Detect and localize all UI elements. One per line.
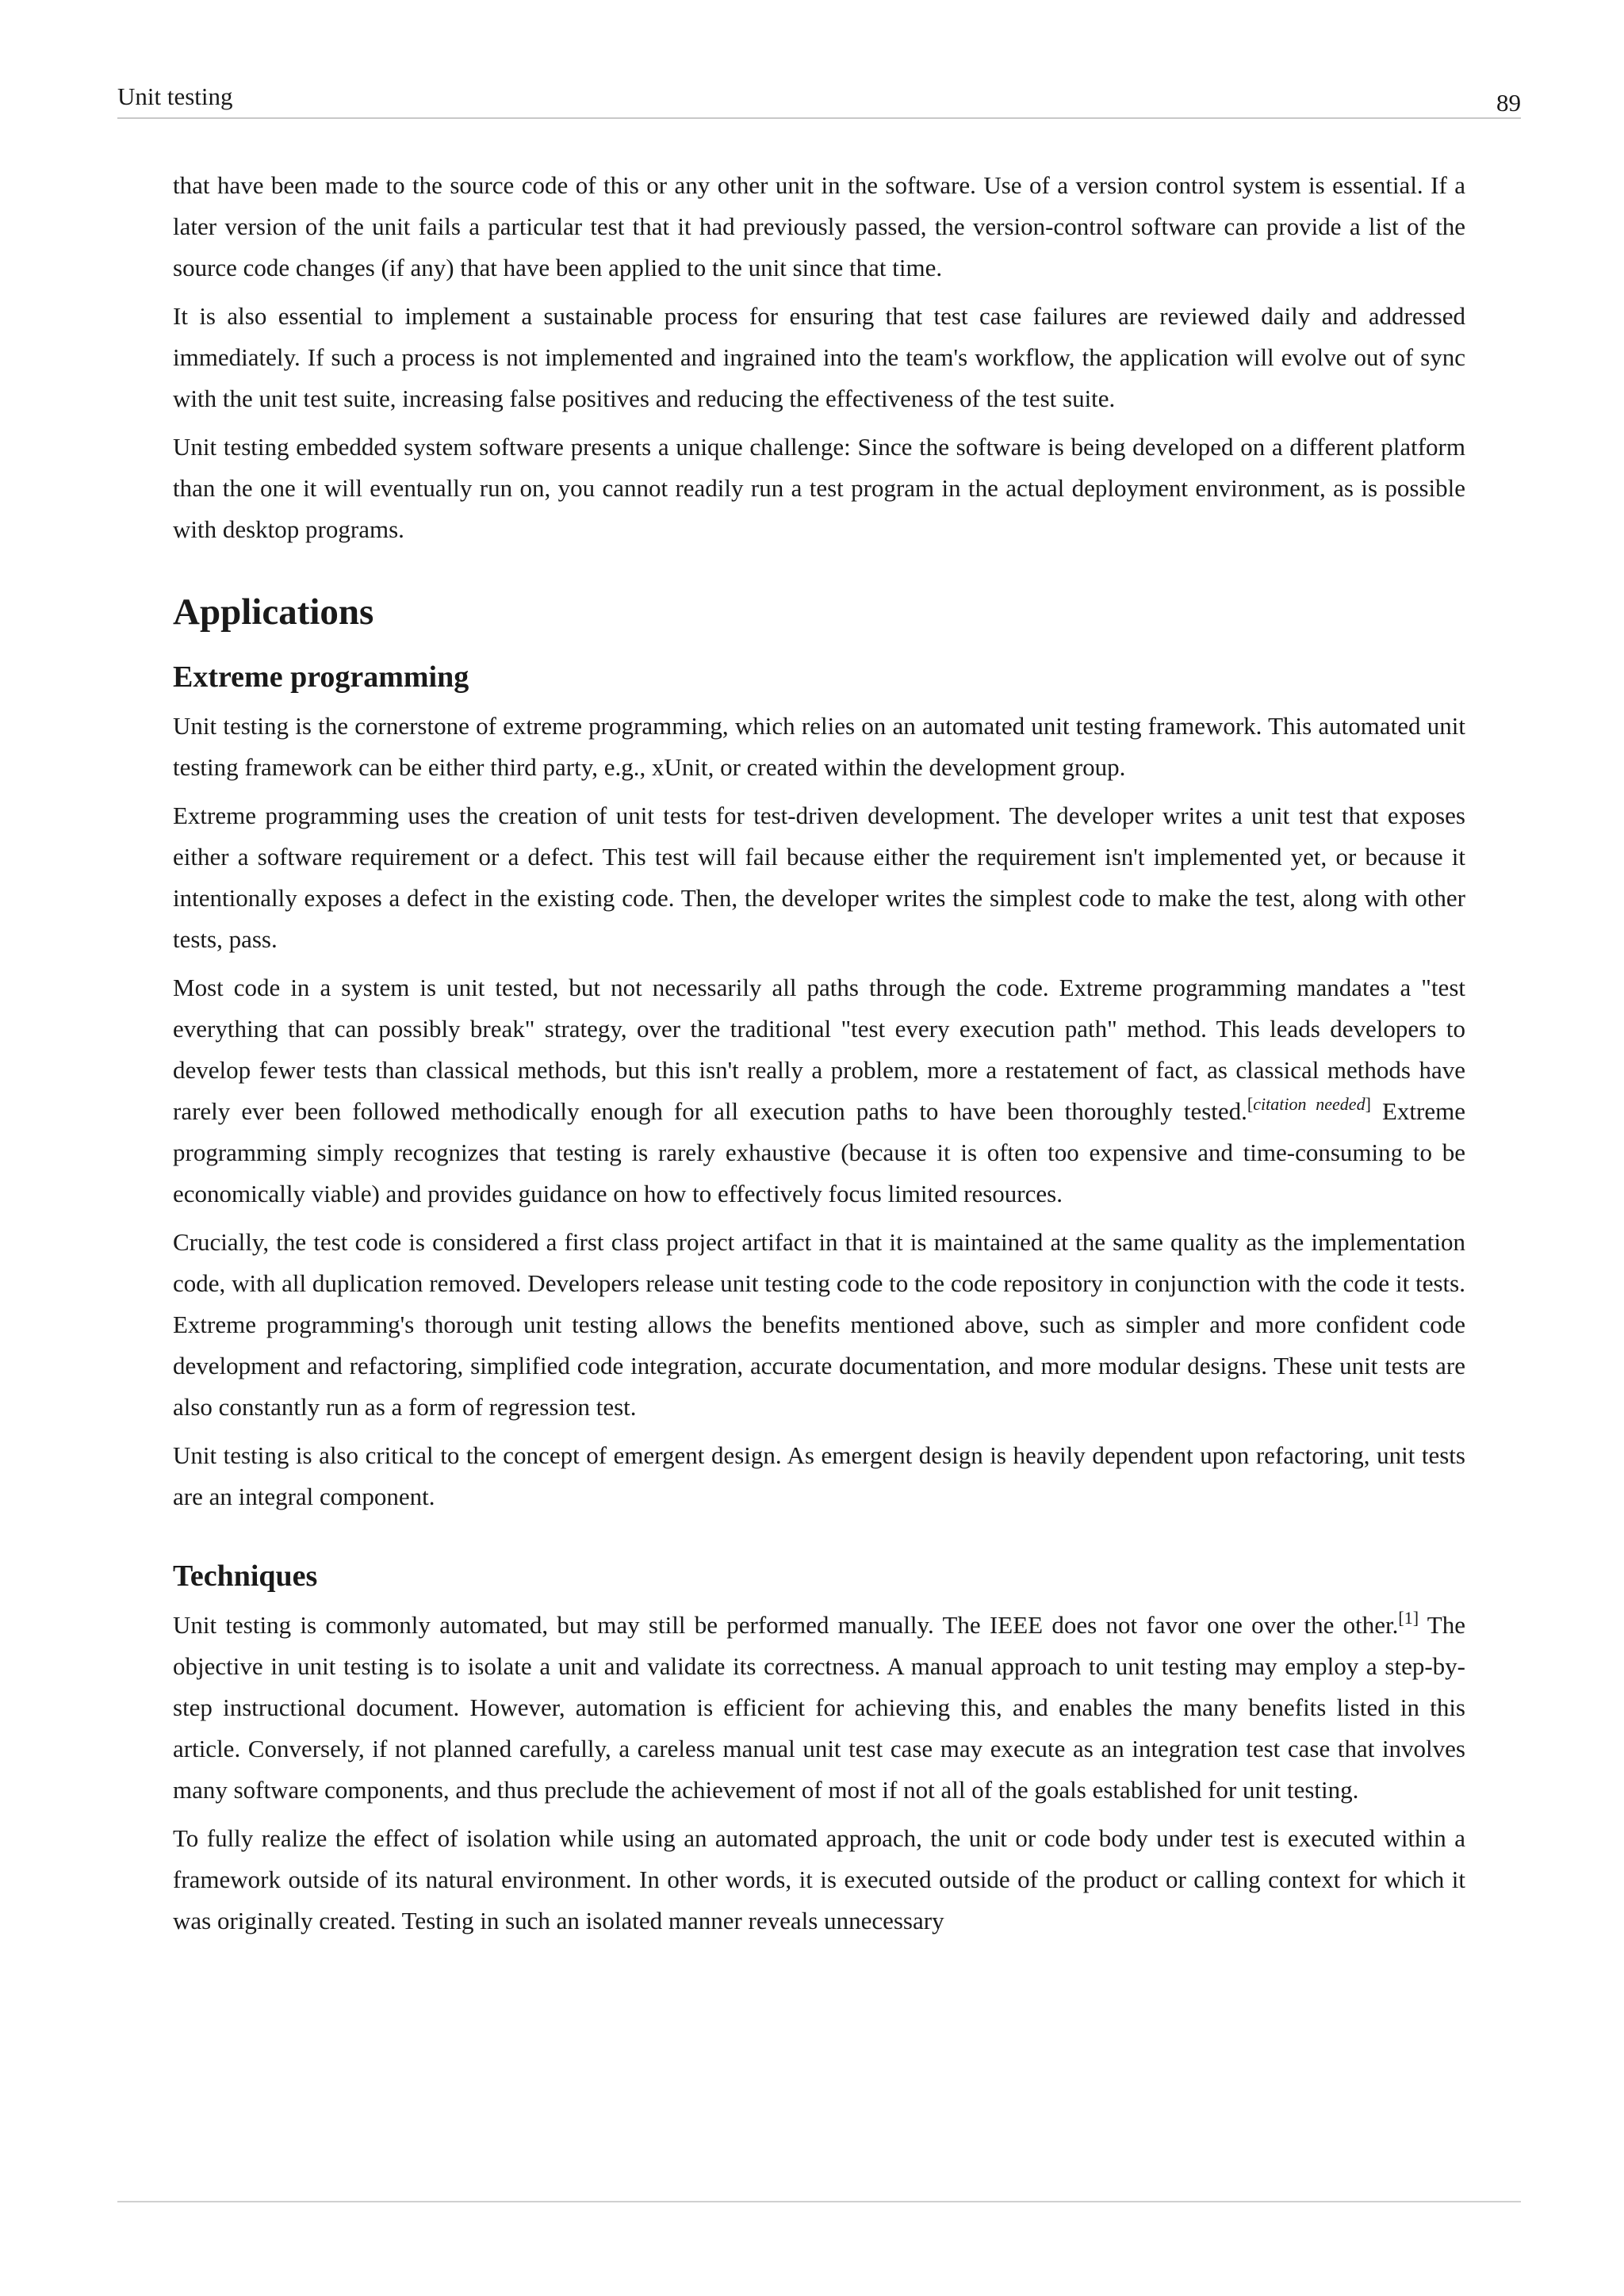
- paragraph: [173, 1605, 1465, 1811]
- paragraph: To fully realize the effect of isolation while using an automated approach, the unit or code body under test is executed within a framework outside of its natural environment. In other words, it is executed outside of the product or calling context for which it was originally created. Testing in such an isolated manner reveals unnecessary: [173, 1824, 1465, 1934]
- article-body: [173, 165, 1465, 1942]
- paragraph-text: Extreme programming simply recognizes that testing is rarely exhaustive (because it is often too expensive and time-consuming to be economically viable) and provides guidance on how to effectively focus limited resources.: [173, 1097, 1465, 1207]
- paragraph-text: Unit testing is commonly automated, but may still be performed manually. The IEEE does not favor one over the other.: [173, 1611, 1399, 1639]
- citation-needed-link[interactable]: [citation needed]: [1247, 1094, 1371, 1114]
- paragraph: Unit testing is also critical to the concept of emergent design. As emergent design is heavily dependent upon refactoring, unit tests are an integral component.: [173, 1441, 1465, 1510]
- subsection-heading-techniques: Techniques: [173, 1559, 318, 1593]
- page-header: [117, 78, 1521, 119]
- subsection-heading-extreme-programming: Extreme programming: [173, 660, 469, 694]
- running-title: Unit testing: [117, 82, 233, 110]
- section-heading-applications: Applications: [173, 591, 374, 633]
- reference-link[interactable]: [1]: [1398, 1608, 1419, 1628]
- paragraph: [173, 967, 1465, 1215]
- paragraph: Extreme programming uses the creation of unit tests for test-driven development. The developer writes a unit test that exposes either a software requirement or a defect. This test will fail because either the requirement isn't implemented yet, or because it intentionally exposes a defect in the existing code. Then, the developer writes the simplest code to make the test, along with other tests, pass.: [173, 802, 1465, 953]
- paragraph-text: The objective in unit testing is to isolate a unit and validate its correctness. A manual approach to unit testing may employ a step-by-step instructional document. However, automation is efficient for achieving this, and enables the many benefits listed in this article. Conversely, if not planned carefully, a careless manual unit test case may execute as an integration test case that involves many software components, and thus preclude the achievement of most if not all of the goals established for unit testing.: [173, 1611, 1465, 1804]
- paragraph: Unit testing embedded system software presents a unique challenge: Since the software is being developed on a different platform than the one it will eventually run on, you cannot readily run a test program in the actual deployment environment, as is possible with desktop programs.: [173, 433, 1465, 543]
- footer-rule: [117, 2201, 1521, 2202]
- page-number: 89: [1496, 89, 1521, 117]
- paragraph: Crucially, the test code is considered a first class project artifact in that it is maintained at the same quality as the implementation code, with all duplication removed. Developers release unit testing code to the code repository in conjunction with the code it tests. Extreme programming's thorough unit testing allows the benefits mentioned above, such as simpler and more confident code development and refactoring, simplified code integration, accurate documentation, and more modular designs. These unit tests are also constantly run as a form of regression test.: [173, 1228, 1465, 1421]
- paragraph: that have been made to the source code of this or any other unit in the software. Use of a version control system is essential. If a later version of the unit fails a particular test that it had previously passed, the version-control software can provide a list of the source code changes (if any) that have been applied to the unit since that time.: [173, 171, 1465, 281]
- paragraph-text: Most code in a system is unit tested, but not necessarily all paths through the code. Extreme programming mandates a "test everything that can possibly break" strategy, over the traditional "test every execution path" method. This leads developers to develop fewer tests than classical methods, but this isn't really a problem, more a restatement of fact, as classical methods have rarely ever been followed methodically enough for all execution paths to have been thoroughly tested.: [173, 974, 1465, 1125]
- paragraph: Unit testing is the cornerstone of extreme programming, which relies on an automated unit testing framework. This automated unit testing framework can be either third party, e.g., xUnit, or created within the development group.: [173, 712, 1465, 781]
- paragraph: It is also essential to implement a sustainable process for ensuring that test case failures are reviewed daily and addressed immediately. If such a process is not implemented and ingrained into the team's workflow, the application will evolve out of sync with the unit test suite, increasing false positives and reducing the effectiveness of the test suite.: [173, 302, 1465, 412]
